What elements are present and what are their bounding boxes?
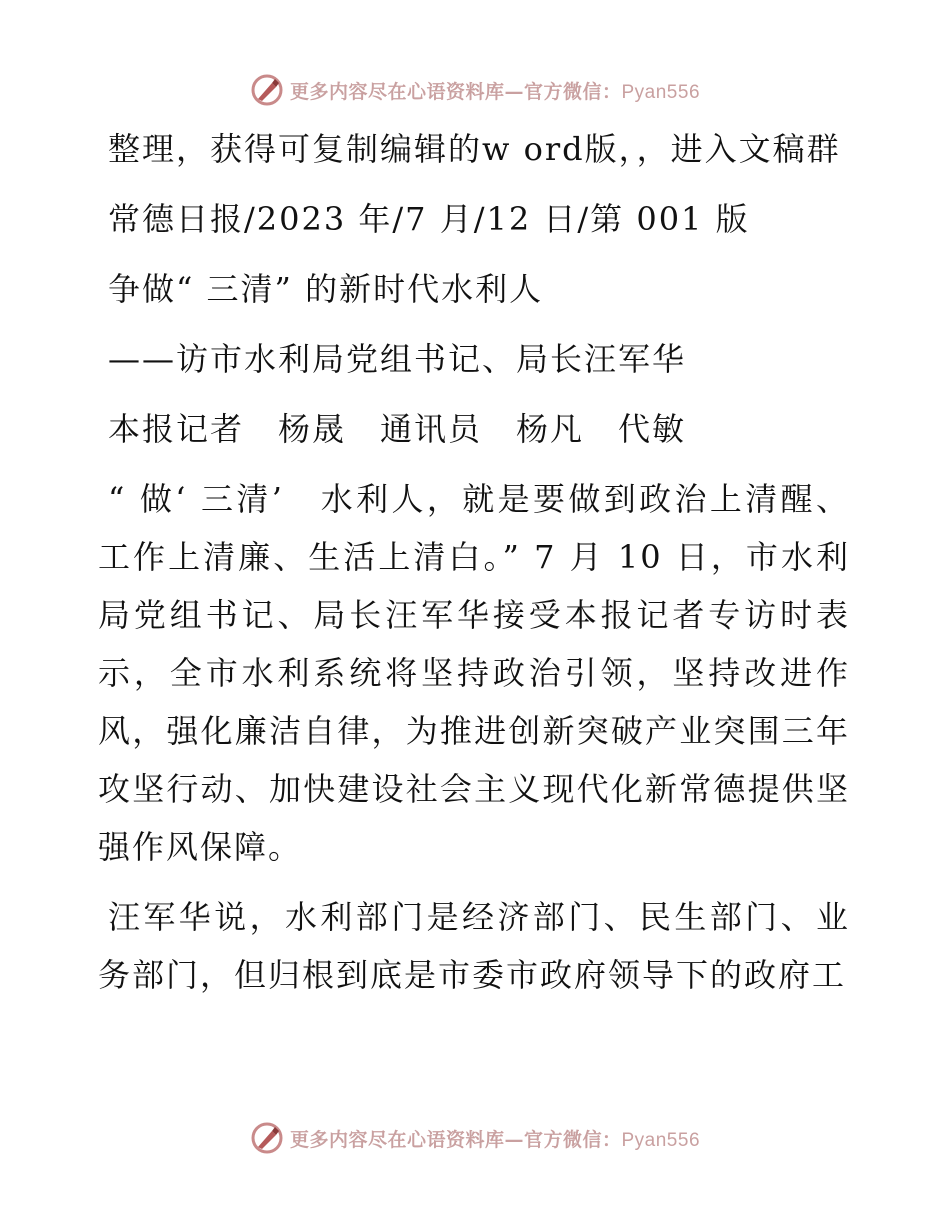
watermark-id: Pyan556 [621,1129,701,1151]
document-body [98,120,850,1016]
watermark-text: 更多内容尽在心语资料库—官方微信：Pyan556 [289,1128,701,1151]
footer-watermark [0,1118,950,1158]
pen-nib-circle-icon [250,1121,284,1155]
pen-nib-circle-icon [250,73,284,107]
article-subtitle: ——访市水利局党组书记、局长汪军华 [108,340,687,378]
body-paragraph: “ 做‘ 三清’ 水利人，就是要做到政治上清醒、工作上清廉、生活上清白。” 7 月 10 日，市水利局党组书记、局长汪军华接受本报记者专访时表示，全市水利系统将坚持政治引领，坚持改进作风，强化廉洁自律，为推进创新突破产业突围三年攻坚行动、加快建设社会主义现代化新常德提供坚强作风保障。 [98,480,850,866]
watermark-id: Pyan556 [621,81,701,103]
source-line: 常德日报/2023 年/7 月/12 日/第 001 版 [108,200,750,238]
watermark-text: 更多内容尽在心语资料库—官方微信：Pyan556 [289,80,701,103]
intro-paragraph: 整理，获得可复制编辑的w ord版，，进入文稿群 [108,130,841,168]
article-title: 争做“ 三清” 的新时代水利人 [108,270,544,308]
byline: 本报记者 杨晟 通讯员 杨凡 代敏 [108,410,687,448]
header-watermark [0,70,950,110]
body-paragraph: 汪军华说，水利部门是经济部门、民生部门、业务部门，但归根到底是市委市政府领导下的政府工 [98,898,850,994]
